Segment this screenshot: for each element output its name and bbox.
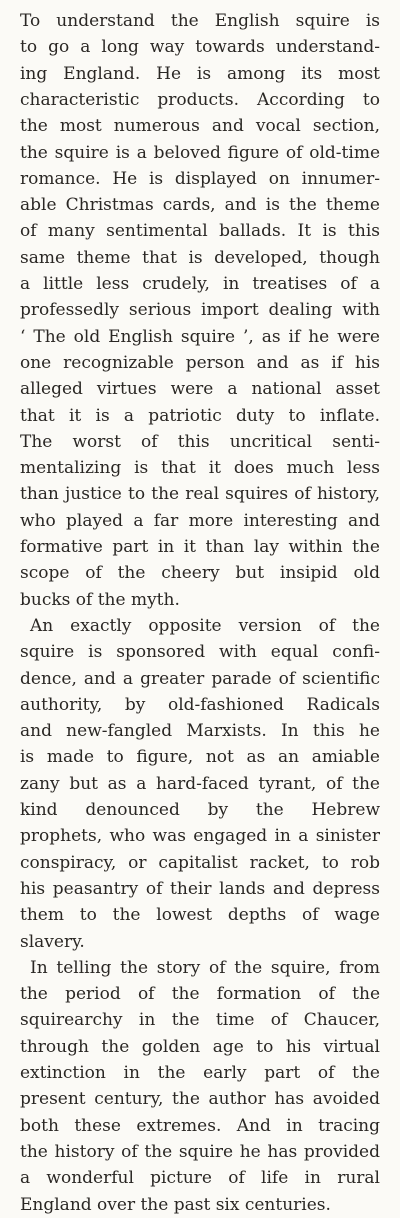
text-line: a wonderful picture of life in rural (20, 1168, 380, 1189)
text-line: characteristic products. According to (20, 89, 380, 110)
text-line: zany but as a hard-faced tyrant, of the (20, 773, 380, 794)
text-line: mentalizing is that it does much less (20, 458, 380, 479)
text-line: formative part in it than lay within the (20, 537, 380, 557)
text-line: of many sentimental ballads. It is this (20, 221, 380, 242)
text-line: bucks of the myth. (20, 589, 180, 610)
text-line: In telling the story of the squire, from (30, 957, 380, 978)
text-line: both these extremes. And in tracing (20, 1115, 380, 1136)
text-line: the period of the formation of the (20, 984, 380, 1005)
text-line: is made to figure, not as an amiable (20, 747, 380, 768)
text-line: extinction in the early part of the (20, 1063, 380, 1083)
text-line: same theme that is developed, though (20, 247, 380, 268)
text-line: a little less crudely, in treatises of a (20, 274, 380, 294)
text-line: An exactly opposite version of the (30, 615, 380, 636)
text-line: who played a far more interesting and (20, 510, 380, 531)
text-line: through the golden age to his virtual (20, 1036, 380, 1057)
text-line: than justice to the real squires of history, (20, 484, 380, 505)
text-line: dence, and a greater parade of scientific (20, 668, 380, 689)
text-line: England over the past six centuries. (20, 1194, 331, 1215)
text-line: slavery. (20, 931, 85, 952)
text-line: the most numerous and vocal section, (20, 116, 380, 137)
text-line: the history of the squire he has provided (20, 1141, 380, 1162)
text-line: To understand the English squire is (20, 11, 380, 31)
text-line: to go a long way towards understand- (20, 37, 380, 58)
text-line: professedly serious import dealing with (20, 300, 380, 321)
text-line: prophets, who was engaged in a sinister (20, 826, 380, 847)
text-line: alleged virtues were a national asset (20, 379, 380, 400)
text-line: authority, by old-fashioned Radicals (20, 694, 380, 715)
text-line: and new-fangled Marxists. In this he (20, 721, 380, 742)
text-line: present century, the author has avoided (20, 1089, 380, 1110)
text-line: ‘ The old English squire ’, as if he were (20, 326, 380, 347)
text-line: squire is sponsored with equal confi- (20, 642, 380, 663)
text-line: romance. He is displayed on innumer- (20, 168, 380, 189)
text-line: his peasantry of their lands and depress (20, 878, 380, 899)
text-line: squirearchy in the time of Chaucer, (20, 1010, 380, 1031)
text-line: The worst of this uncritical senti- (20, 431, 380, 452)
text-line: one recognizable person and as if his (20, 352, 380, 373)
text-line: conspiracy, or capitalist racket, to rob (20, 852, 380, 873)
text-line: them to the lowest depths of wage (20, 905, 380, 926)
text-line: that it is a patriotic duty to inflate. (20, 405, 380, 426)
text-line: kind denounced by the Hebrew (20, 800, 380, 820)
text-line: able Christmas cards, and is the theme (20, 195, 380, 216)
text-line: ing England. He is among its most (20, 63, 380, 84)
text-line: scope of the cheery but insipid old (20, 563, 380, 584)
text-line: the squire is a beloved figure of old-time (20, 142, 380, 163)
